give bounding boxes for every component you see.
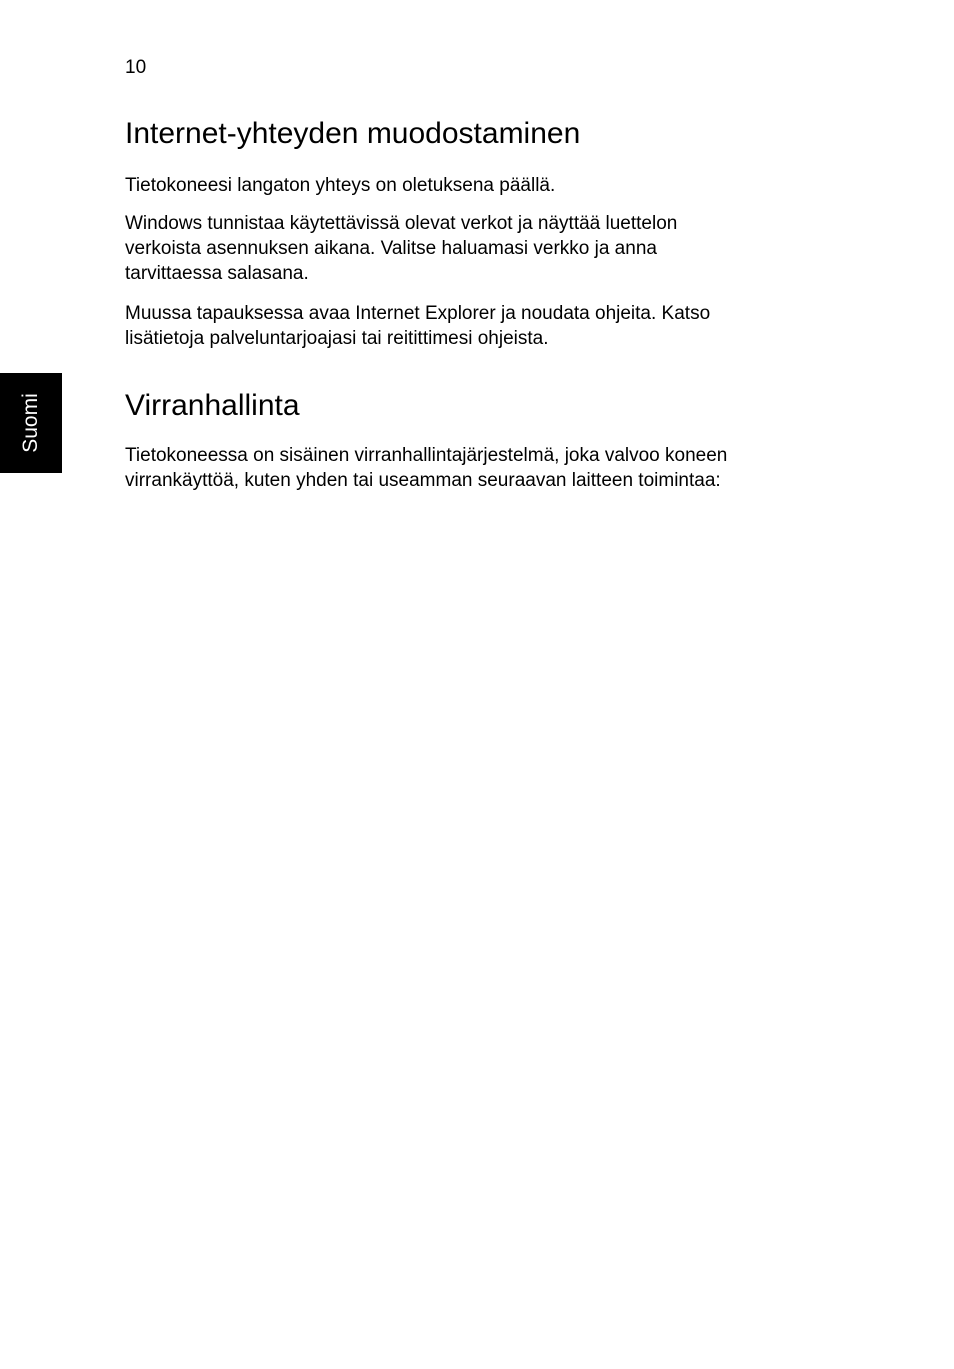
heading-power-management: Virranhallinta — [125, 389, 300, 422]
power-paragraph-1 — [125, 443, 727, 493]
internet-paragraph-1 — [125, 173, 555, 198]
text-line: Muussa tapauksessa avaa Internet Explorer ja noudata ohjeita. Katso — [125, 303, 711, 324]
language-side-tab — [0, 373, 62, 473]
text-line: Windows tunnistaa käytettävissä olevat verkot ja näyttää luettelon — [125, 213, 678, 234]
page-number: 10 — [125, 57, 147, 78]
text-line: verkoista asennuksen aikana. Valitse haluamasi verkko ja anna — [125, 238, 657, 259]
internet-paragraph-3 — [125, 301, 710, 351]
language-side-tab-label: Suomi — [19, 393, 42, 453]
text-line: lisätietoja palveluntarjoajasi tai reitittimesi ohjeista. — [125, 328, 549, 349]
internet-paragraph-2 — [125, 211, 677, 286]
text-line: virrankäyttöä, kuten yhden tai useamman seuraavan laitteen toimintaa: — [125, 470, 721, 491]
heading-internet-connection: Internet-yhteyden muodostaminen — [125, 117, 581, 150]
text-line: Tietokoneessa on sisäinen virranhallintajärjestelmä, joka valvoo koneen — [125, 445, 728, 466]
text-line: Tietokoneesi langaton yhteys on oletuksena päällä. — [125, 175, 556, 196]
text-line: tarvittaessa salasana. — [125, 263, 309, 284]
